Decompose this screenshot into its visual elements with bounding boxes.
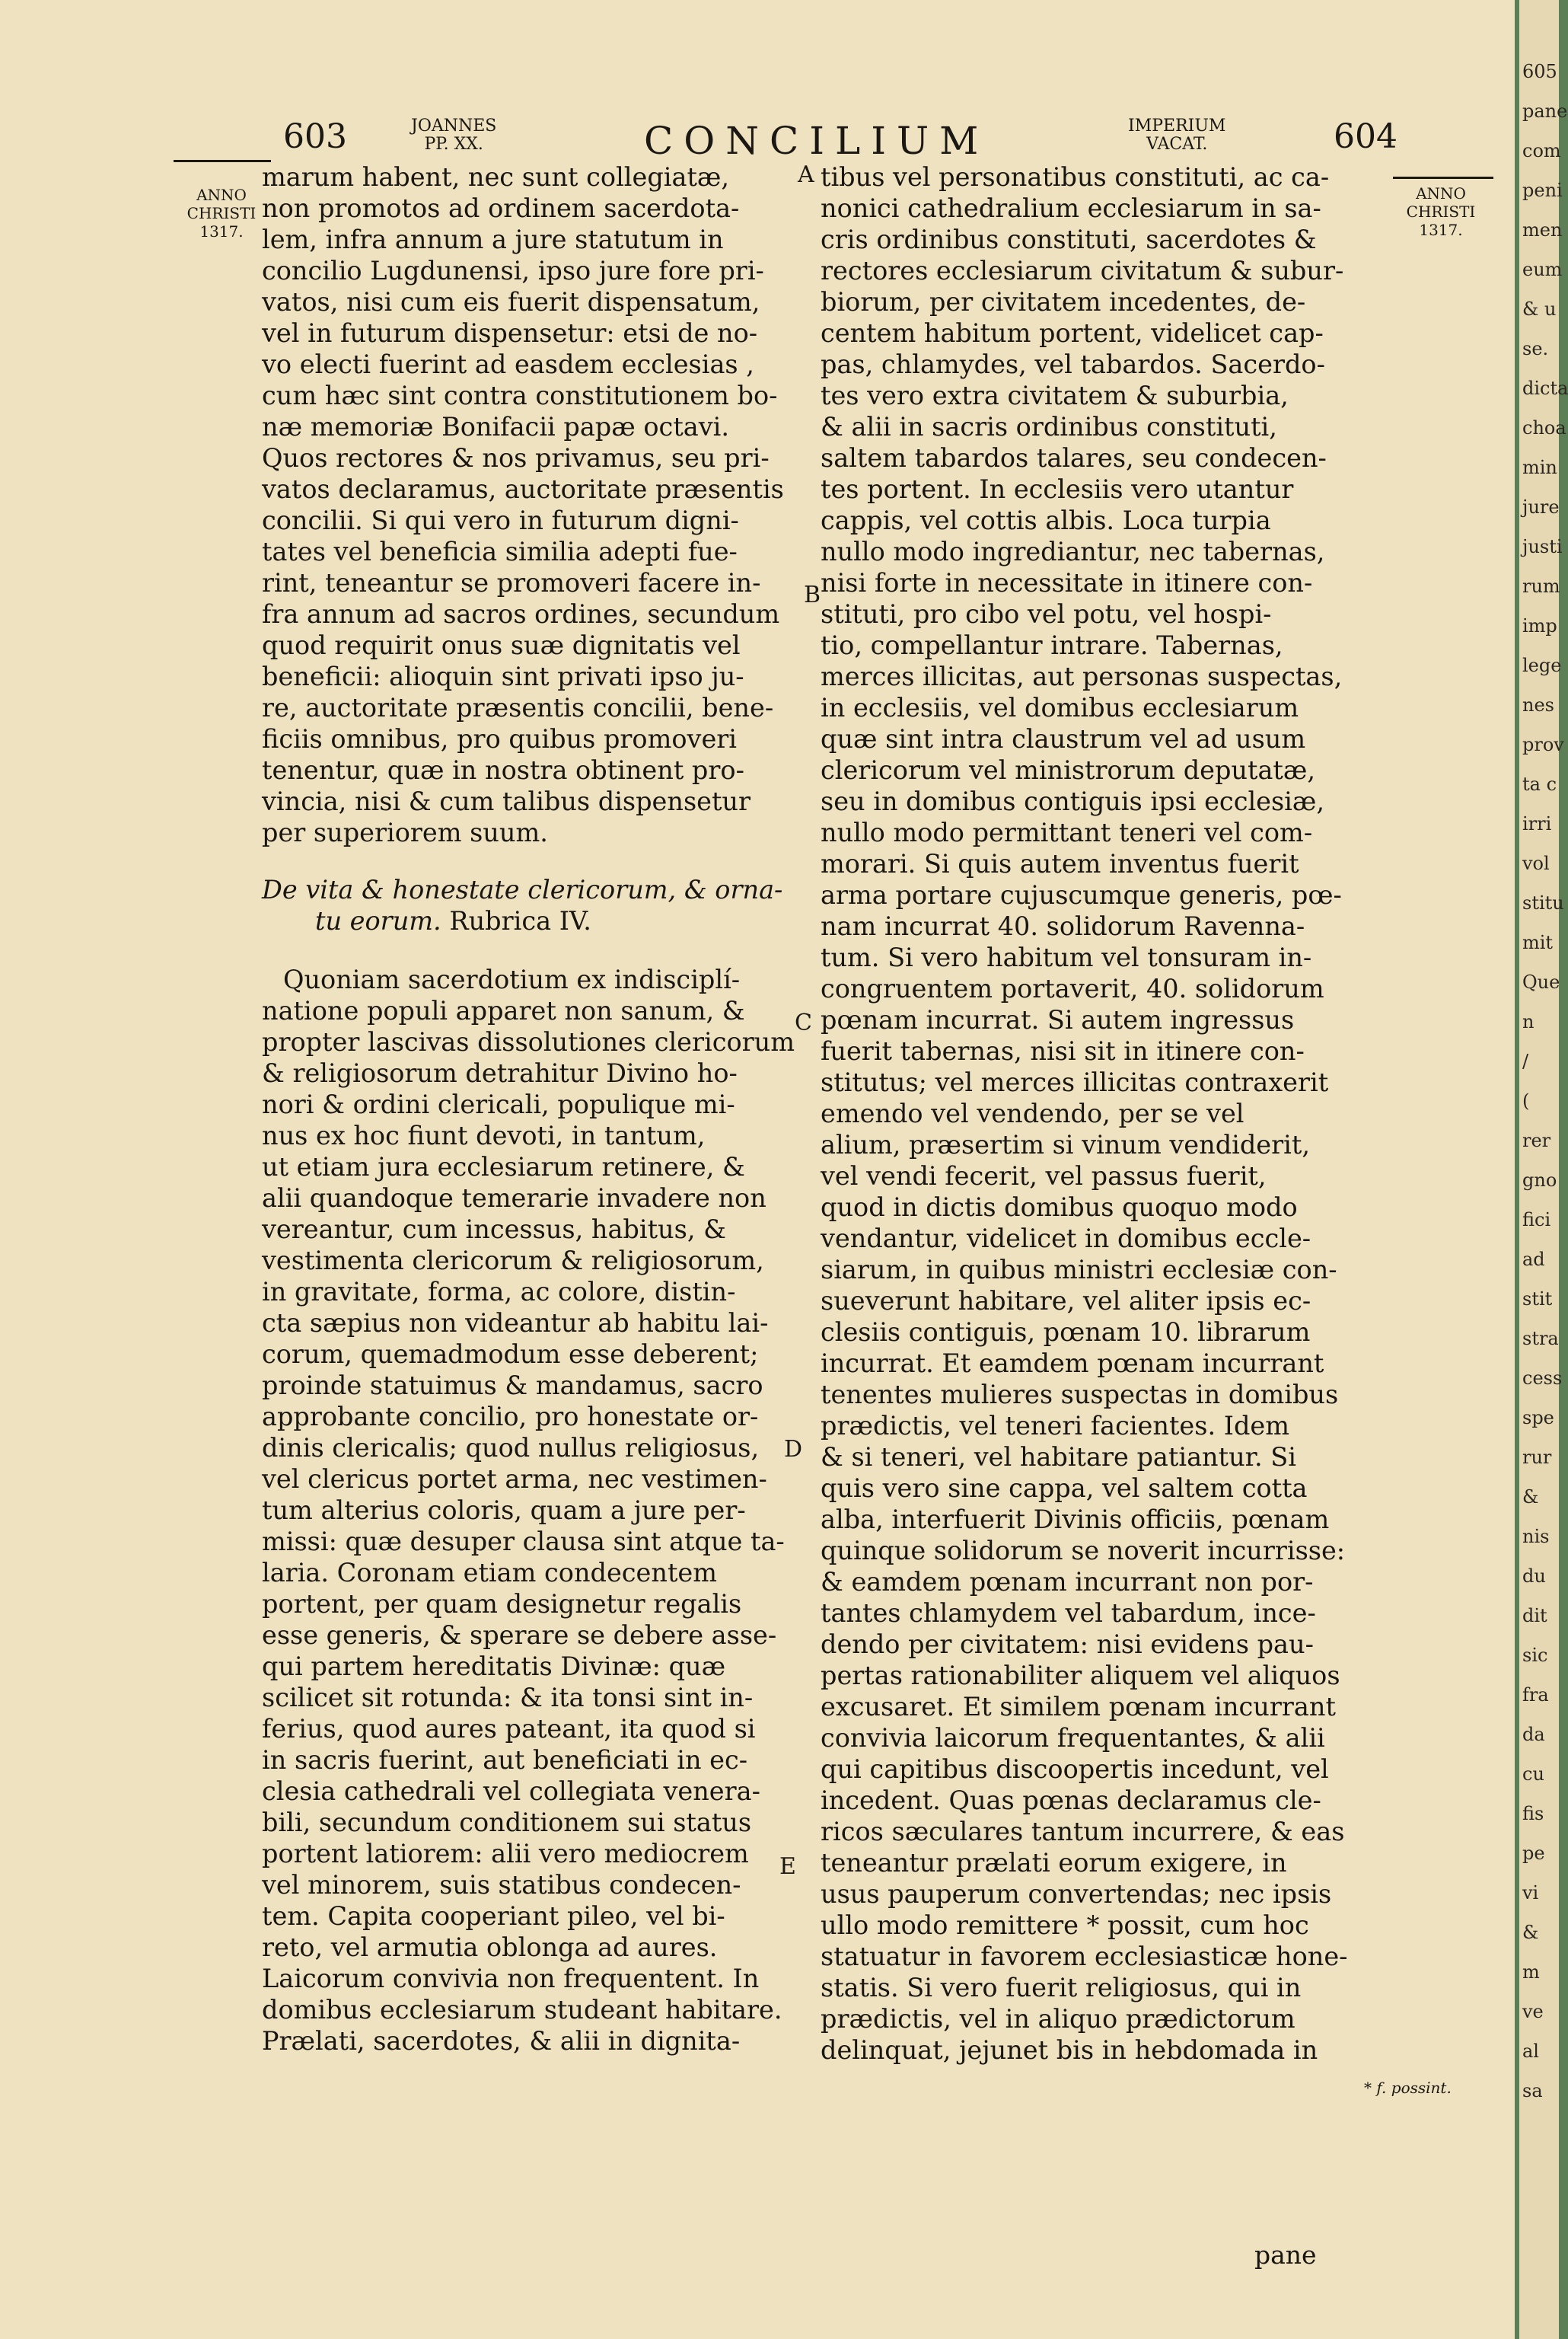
right-line: in ecclesiis, vel domibus ecclesiarum — [821, 693, 1299, 723]
left-para2-line: dinis clericalis; quod nullus religiosus, — [262, 1433, 760, 1463]
rubric-label: Rubrica IV. — [449, 906, 591, 936]
right-line: quæ sint intra claustrum vel ad usum — [821, 724, 1306, 754]
right-line: nonici cathedralium ecclesiarum in sa- — [821, 193, 1321, 223]
right-line: ricos sæculares tantum incurrere, & eas — [821, 1817, 1345, 1846]
right-line: cris ordinibus constituti, sacerdotes & — [821, 225, 1317, 254]
adjacent-page-fragment: prov — [1522, 734, 1564, 755]
adjacent-page-fragment: m — [1522, 1961, 1540, 1983]
right-line: incedent. Quas pœnas declaramus cle- — [821, 1785, 1321, 1815]
left-paragraph-1 — [262, 161, 795, 848]
adjacent-page-fragment: peni — [1522, 180, 1563, 201]
right-line: centem habitum portent, videlicet cap- — [821, 318, 1324, 348]
right-line: pœnam incurrat. Si autem ingressus — [821, 1005, 1295, 1035]
right-line: tio, compellantur intrare. Tabernas, — [821, 630, 1283, 660]
catchword: pane — [1254, 2240, 1317, 2270]
right-line: vendantur, videlicet in domibus eccle- — [821, 1224, 1311, 1253]
left-para1-line: vo electi fuerint ad easdem ecclesias , — [262, 349, 754, 379]
adjacent-page-fragment: stit — [1522, 1288, 1553, 1310]
adjacent-page-fragment: vi — [1522, 1882, 1539, 1903]
section-letter-b: B — [804, 582, 821, 608]
left-para2-line: vereantur, cum incessus, habitus, & — [262, 1214, 726, 1244]
right-column — [821, 161, 1361, 2066]
right-line: pertas rationabiliter aliquem vel aliquos — [821, 1661, 1340, 1690]
adjacent-page-fragment: lege — [1522, 655, 1562, 676]
adjacent-page-fragment: choa — [1522, 417, 1566, 439]
right-line: incurrat. Et eamdem pœnam incurrant — [821, 1348, 1324, 1378]
right-line: statuatur in favorem ecclesiasticæ hone- — [821, 1942, 1348, 1971]
adjacent-page-fragment: dit — [1522, 1605, 1547, 1626]
empire-status: VACAT. — [1146, 135, 1208, 154]
adjacent-page-fragment: rum — [1522, 576, 1560, 597]
page-title: CONCILIUM — [644, 119, 990, 163]
left-para1-line: cum hæc sint contra constitutionem bo- — [262, 381, 778, 410]
right-line: tum. Si vero habitum vel tonsuram in- — [821, 943, 1312, 972]
adjacent-page-fragment: stra — [1522, 1328, 1559, 1349]
pope-name: JOANNES — [411, 116, 497, 136]
adjacent-page-fragment: gno — [1522, 1170, 1557, 1191]
right-line: quis vero sine cappa, vel saltem cotta — [821, 1473, 1308, 1503]
left-para2-line: portent, per quam designetur regalis — [262, 1589, 742, 1619]
right-line: fuerit tabernas, nisi sit in itinere con- — [821, 1036, 1305, 1066]
right-line: morari. Si quis autem inventus fuerit — [821, 849, 1299, 879]
year-note-right-year: 1317. — [1419, 221, 1463, 239]
right-line: nullo modo ingrediantur, nec tabernas, — [821, 537, 1325, 566]
left-para1-line: vincia, nisi & cum talibus dispensetur — [262, 787, 751, 816]
left-para2-line: & religiosorum detrahitur Divino ho- — [262, 1058, 738, 1088]
right-line: usus pauperum convertendas; nec ipsis — [821, 1879, 1332, 1909]
adjacent-page-fragment: 605 — [1522, 61, 1557, 82]
adjacent-page-fragment: justi — [1522, 536, 1563, 557]
right-line: rectores ecclesiarum civitatum & subur- — [821, 256, 1344, 286]
pope-heading — [411, 117, 496, 154]
right-line: biorum, per civitatem incedentes, de- — [821, 287, 1306, 317]
left-para2-line: vel minorem, suis statibus condecen- — [262, 1870, 741, 1900]
right-line: tes vero extra civitatem & suburbia, — [821, 381, 1289, 410]
adjacent-page-fragment: se. — [1522, 338, 1549, 359]
left-para1-line: lem, infra annum a jure statutum in — [262, 225, 724, 254]
left-para1-line: vatos, nisi cum eis fuerit dispensatum, — [262, 287, 760, 317]
left-para2-line: corum, quemadmodum esse deberent; — [262, 1339, 759, 1369]
adjacent-page-fragment: irri — [1522, 813, 1552, 834]
year-note-right — [1384, 184, 1498, 239]
left-para2-line: Quoniam sacerdotium ex indisciplí- — [283, 965, 741, 994]
left-para1-line: vel in futurum dispensetur: etsi de no- — [262, 318, 758, 348]
left-para1-line: næ memoriæ Bonifacii papæ octavi. — [262, 412, 730, 442]
year-note-left-year: 1317. — [199, 222, 244, 241]
left-para1-line: marum habent, nec sunt collegiatæ, — [262, 162, 730, 192]
right-line: alium, præsertim si vinum vendiderit, — [821, 1130, 1310, 1160]
right-line: cappis, vel cottis albis. Loca turpia — [821, 506, 1271, 535]
left-para2-line: vestimenta clericorum & religiosorum, — [262, 1246, 764, 1275]
right-line: merces illicitas, aut personas suspectas, — [821, 662, 1343, 691]
adjacent-page-fragment: jure — [1522, 496, 1560, 518]
adjacent-page-fragment: ad — [1522, 1249, 1545, 1270]
adjacent-page-fragment: Que — [1522, 972, 1560, 993]
page-number-right: 604 — [1334, 117, 1397, 156]
left-para2-line: portent latiorem: alii vero mediocrem — [262, 1839, 749, 1868]
page-number-left: 603 — [283, 117, 347, 156]
adjacent-page-fragment: vol — [1522, 853, 1550, 874]
right-paragraph — [821, 161, 1361, 2066]
adjacent-page-fragment: rer — [1522, 1130, 1551, 1151]
right-line: stituti, pro cibo vel potu, vel hospi- — [821, 599, 1272, 629]
left-para2-line: domibus ecclesiarum studeant habitare. — [262, 1995, 782, 2025]
adjacent-page-fragment: fici — [1522, 1209, 1551, 1230]
right-line: sueverunt habitare, vel aliter ipsis ec- — [821, 1286, 1311, 1316]
adjacent-page-fragment: / — [1522, 1051, 1529, 1072]
right-line: arma portare cujuscumque generis, pœ- — [821, 880, 1342, 910]
right-line: pas, chlamydes, vel tabardos. Sacerdo- — [821, 349, 1325, 379]
year-note-right-christi: CHRISTI — [1406, 203, 1476, 221]
left-para2-line: propter lascivas dissolutiones clericorum — [262, 1027, 795, 1057]
left-para2-line: vel clericus portet arma, nec vestimen- — [262, 1464, 767, 1494]
left-para2-line: bili, secundum conditionem sui status — [262, 1808, 752, 1837]
adjacent-page-fragment: fis — [1522, 1803, 1544, 1824]
section-letter-e: E — [779, 1853, 796, 1880]
adjacent-page-fragment: nis — [1522, 1526, 1550, 1547]
adjacent-page-fragment: eum — [1522, 259, 1563, 280]
year-note-right-anno: ANNO — [1416, 184, 1466, 203]
right-line: tenentes mulieres suspectas in domibus — [821, 1380, 1339, 1409]
adjacent-page-fragment: & u — [1522, 298, 1557, 320]
left-para1-line: quod requirit onus suæ dignitatis vel — [262, 630, 741, 660]
right-line: seu in domibus contiguis ipsi ecclesiæ, — [821, 787, 1325, 816]
right-line: dendo per civitatem: nisi evidens pau- — [821, 1629, 1314, 1659]
adjacent-page-fragment: & — [1522, 1486, 1539, 1508]
left-para2-line: natione populi apparet non sanum, & — [262, 996, 745, 1026]
left-paragraph-2 — [262, 964, 795, 2057]
adjacent-page-fragment: cess — [1522, 1367, 1563, 1389]
right-line: tantes chlamydem vel tabardum, ince- — [821, 1598, 1316, 1628]
adjacent-page-fragment: fra — [1522, 1684, 1549, 1706]
left-column — [262, 161, 795, 2057]
adjacent-page-fragment: ve — [1522, 2001, 1544, 2022]
left-para2-line: qui partem hereditatis Divinæ: quæ — [262, 1651, 726, 1681]
adjacent-page-fragment: spe — [1522, 1407, 1554, 1428]
right-line: qui capitibus discoopertis incedunt, vel — [821, 1754, 1329, 1784]
right-line: & si teneri, vel habitare patiantur. Si — [821, 1442, 1296, 1472]
left-para1-line: tates vel beneficia similia adepti fue- — [262, 537, 738, 566]
adjacent-page-fragment: cu — [1522, 1763, 1544, 1785]
right-line: prædictis, vel in aliquo prædictorum — [821, 2004, 1296, 2034]
empire-label: IMPERIUM — [1128, 116, 1226, 136]
left-para2-line: reto, vel armutia oblonga ad aures. — [262, 1932, 718, 1962]
right-margin-rule — [1393, 177, 1493, 179]
right-line: statis. Si vero fuerit religiosus, qui in — [821, 1973, 1302, 2002]
right-line: excusaret. Et similem pœnam incurrant — [821, 1692, 1336, 1722]
adjacent-page-fragment: da — [1522, 1724, 1545, 1745]
adjacent-page-fragment: n — [1522, 1011, 1535, 1032]
rubric-italic: tu eorum. — [315, 906, 441, 936]
adjacent-page-fragment: sa — [1522, 2080, 1543, 2101]
left-para2-line: laria. Coronam etiam condecentem — [262, 1558, 718, 1588]
right-line: convivia laicorum frequentantes, & alii — [821, 1723, 1325, 1753]
adjacent-page-fragment: dicta — [1522, 378, 1568, 399]
adjacent-page-edge — [1519, 0, 1568, 2339]
right-line: nam incurrat 40. solidorum Ravenna- — [821, 911, 1305, 941]
adjacent-page-fragment: stitu — [1522, 892, 1564, 914]
left-para2-line: esse generis, & sperare se debere asse- — [262, 1620, 777, 1650]
left-para2-line: scilicet sit rotunda: & ita tonsi sint in- — [262, 1683, 754, 1712]
left-para2-line: alii quandoque temerarie invadere non — [262, 1183, 766, 1213]
left-para1-line: fra annum ad sacros ordines, secundum — [262, 599, 780, 629]
right-line: delinquat, jejunet bis in hebdomada in — [821, 2035, 1318, 2065]
right-line: alba, interfuerit Divinis officiis, pœnam — [821, 1505, 1330, 1534]
section-letter-c: C — [795, 1010, 812, 1036]
right-line: stitutus; vel merces illicitas contraxerit — [821, 1067, 1329, 1097]
left-para2-line: ut etiam jura ecclesiarum retinere, & — [262, 1152, 745, 1182]
running-header — [0, 113, 1515, 166]
adjacent-page-fragment: nes — [1522, 694, 1554, 716]
right-line: ullo modo remittere * possit, cum hoc — [821, 1910, 1309, 1940]
right-line: clesiis contiguis, pœnam 10. librarum — [821, 1317, 1311, 1347]
adjacent-page-fragment: imp — [1522, 615, 1557, 637]
left-para2-line: Prælati, sacerdotes, & alii in dignita- — [262, 2026, 741, 2056]
adjacent-page-fragment: mit — [1522, 932, 1554, 953]
right-line: & eamdem pœnam incurrant non por- — [821, 1567, 1314, 1597]
adjacent-page-fragment: sic — [1522, 1645, 1548, 1666]
right-line: quod in dictis domibus quoquo modo — [821, 1192, 1298, 1222]
right-line: nullo modo permittant teneri vel com- — [821, 818, 1313, 847]
right-line: saltem tabardos talares, seu condecen- — [821, 443, 1327, 473]
left-para2-line: tum alterius coloris, quam a jure per- — [262, 1495, 746, 1525]
adjacent-page-fragment: com — [1522, 140, 1561, 161]
right-line: congruentem portaverit, 40. solidorum — [821, 974, 1324, 1004]
left-para1-line: beneficii: alioquin sint privati ipso ju- — [262, 662, 744, 691]
adjacent-page-fragment: pe — [1522, 1843, 1545, 1864]
marginal-footnote: * f. possint. — [1364, 2079, 1452, 2097]
left-para1-line: re, auctoritate præsentis concilii, bene- — [262, 693, 774, 723]
left-para1-line: vatos declaramus, auctoritate præsentis — [262, 474, 784, 504]
left-para1-line: tenentur, quæ in nostra obtinent pro- — [262, 755, 744, 785]
right-line: emendo vel vendendo, per se vel — [821, 1099, 1245, 1128]
rubric-line-2 — [262, 905, 795, 937]
left-para2-line: Laicorum convivia non frequentent. In — [262, 1964, 760, 1993]
adjacent-page-fragment: ta c — [1522, 774, 1557, 795]
right-line: & alii in sacris ordinibus constituti, — [821, 412, 1277, 442]
adjacent-page-fragment: & — [1522, 1922, 1539, 1943]
adjacent-page-fragment: pane — [1522, 101, 1568, 122]
left-para1-line: non promotos ad ordinem sacerdota- — [262, 193, 740, 223]
rubric-line-1: De vita & honestate clericorum, & orna- — [262, 875, 783, 905]
adjacent-page-fragment: du — [1522, 1565, 1546, 1587]
empire-heading — [1128, 117, 1225, 154]
left-para1-line: concilio Lugdunensi, ipso jure fore pri- — [262, 256, 764, 286]
left-para2-line: proinde statuimus & mandamus, sacro — [262, 1371, 763, 1400]
left-para2-line: ferius, quod aures pateant, ita quod si — [262, 1714, 756, 1744]
right-line: tes portent. In ecclesiis vero utantur — [821, 474, 1294, 504]
adjacent-page-fragment: min — [1522, 457, 1557, 478]
left-para1-line: ficiis omnibus, pro quibus promoveri — [262, 724, 738, 754]
right-line: teneantur prælati eorum exigere, in — [821, 1848, 1287, 1878]
left-para1-line: Quos rectores & nos privamus, seu pri- — [262, 443, 770, 473]
left-para2-line: missi: quæ desuper clausa sint atque ta- — [262, 1527, 785, 1556]
adjacent-page-fragment: men — [1522, 219, 1563, 241]
right-line: tibus vel personatibus constituti, ac ca- — [821, 162, 1330, 192]
adjacent-page-fragment: al — [1522, 2041, 1539, 2062]
section-letter-a: A — [798, 161, 814, 188]
left-para2-line: nori & ordini clericali, populique mi- — [262, 1090, 735, 1119]
right-line: clericorum vel ministrorum deputatæ, — [821, 755, 1316, 785]
left-para2-line: nus ex hoc fiunt devoti, in tantum, — [262, 1121, 706, 1150]
left-para2-line: clesia cathedrali vel collegiata venera- — [262, 1776, 760, 1806]
left-para1-line: per superiorem suum. — [262, 818, 548, 847]
year-note-left-christi: CHRISTI — [186, 204, 257, 222]
right-line: siarum, in quibus ministri ecclesiæ con- — [821, 1255, 1337, 1284]
section-letter-d: D — [784, 1436, 803, 1463]
left-para2-line: approbante concilio, pro honestate or- — [262, 1402, 759, 1431]
pope-number: PP. XX. — [424, 135, 483, 154]
left-para1-line: rint, teneantur se promoveri facere in- — [262, 568, 761, 598]
right-line: vel vendi fecerit, vel passus fuerit, — [821, 1161, 1267, 1191]
right-line: quinque solidorum se noverit incurrisse: — [821, 1536, 1346, 1565]
left-margin-rule — [174, 160, 271, 162]
year-note-left-anno: ANNO — [196, 186, 247, 204]
left-para2-line: cta sæpius non videantur ab habitu lai- — [262, 1308, 769, 1338]
left-para2-line: tem. Capita cooperiant pileo, vel bi- — [262, 1901, 725, 1931]
right-line: nisi forte in necessitate in itinere con- — [821, 568, 1313, 598]
right-line: prædictis, vel teneri facientes. Idem — [821, 1411, 1290, 1441]
adjacent-page-fragment: rur — [1522, 1447, 1552, 1468]
adjacent-page-fragment: ( — [1522, 1090, 1530, 1112]
left-para1-line: concilii. Si qui vero in futurum digni- — [262, 506, 739, 535]
left-para2-line: in gravitate, forma, ac colore, distin- — [262, 1277, 736, 1307]
left-para2-line: in sacris fuerint, aut beneficiati in ec- — [262, 1745, 748, 1775]
